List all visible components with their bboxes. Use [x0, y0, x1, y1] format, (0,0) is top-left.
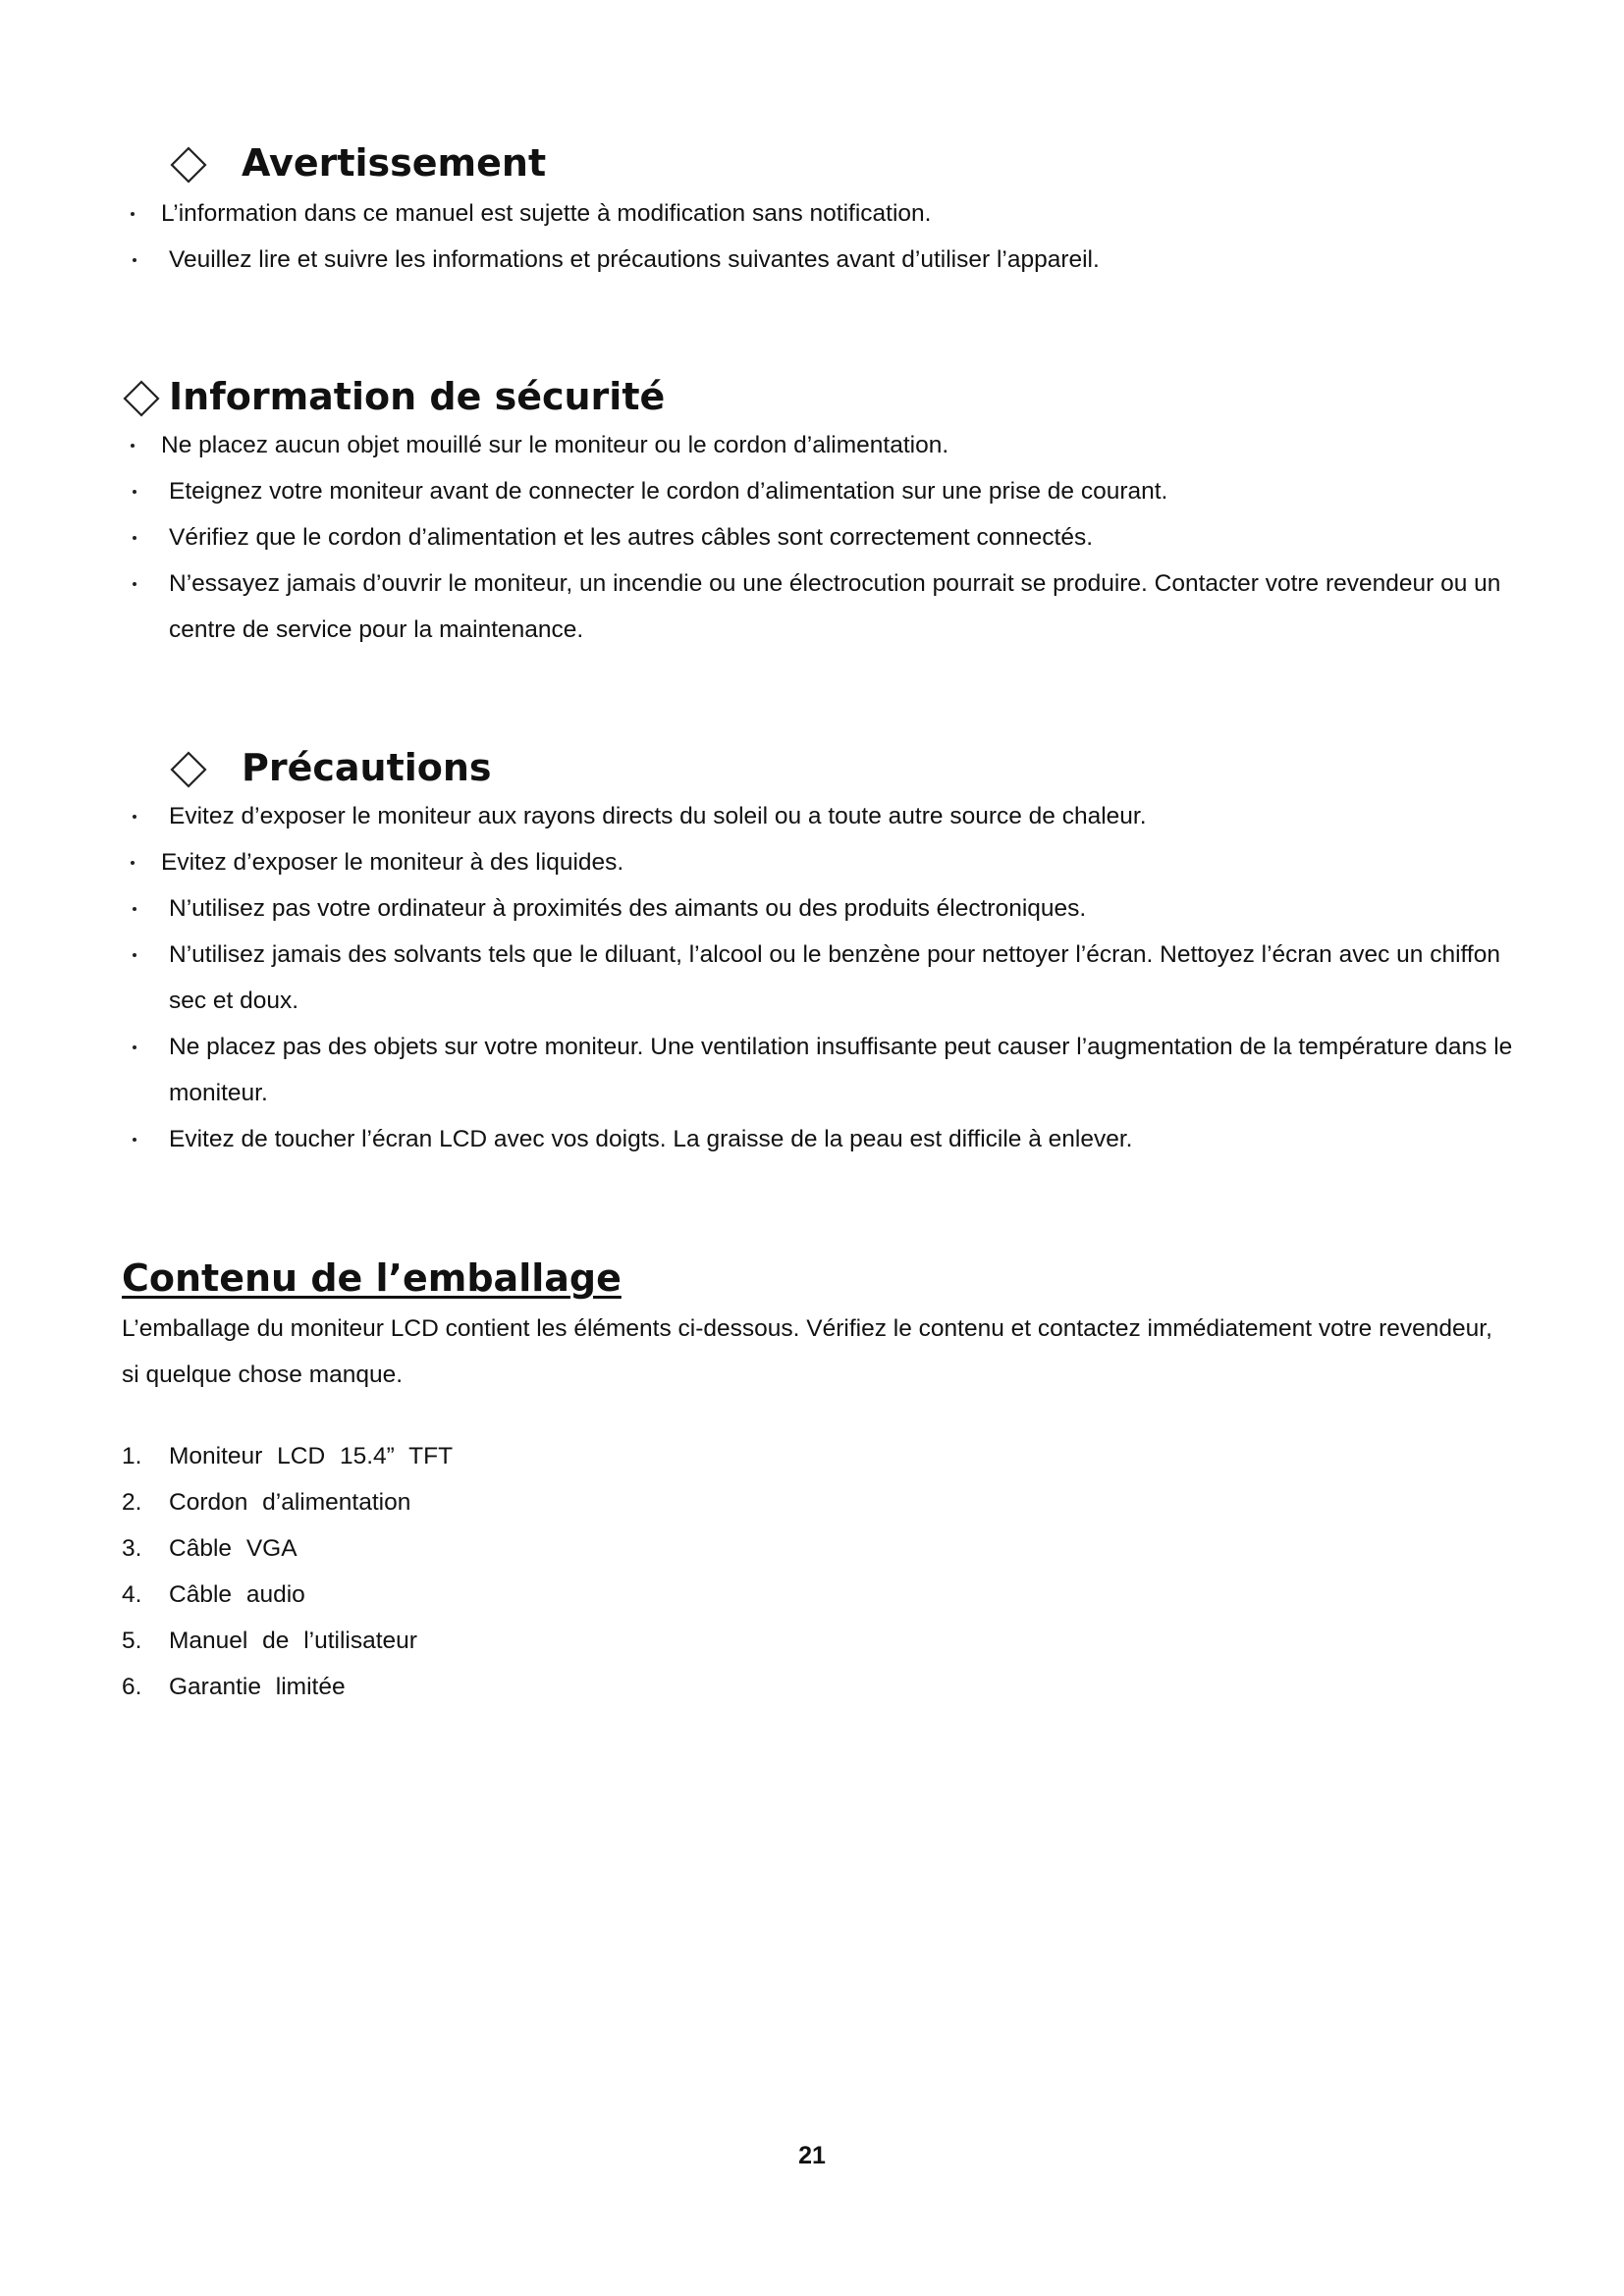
bullet-icon [133, 1138, 136, 1142]
list-item: 2. Cordon d’alimentation [122, 1489, 411, 1516]
precautions-list [120, 793, 1534, 1162]
list-item: Evitez d’exposer le moniteur à des liquides. [120, 839, 1534, 885]
list-item: Vérifiez que le cordon d’alimentation et les autres câbles sont correctement connectés. [120, 514, 1534, 561]
list-item: Evitez d’exposer le moniteur aux rayons directs du soleil ou a toute autre source de chaleur. [120, 793, 1534, 839]
section-title-precautions: Précautions [242, 746, 492, 789]
bullet-icon [133, 815, 136, 819]
contenu-intro: L’emballage du moniteur LCD contient les éléments ci-dessous. Vérifiez le contenu et contactez immédiatement votre revendeur, si quelque chose manque. [122, 1315, 1492, 1388]
bullet-icon [133, 490, 136, 494]
list-item: Ne placez pas des objets sur votre moniteur. Une ventilation insuffisante peut causer l’augmentation de la température dans le moniteur. [120, 1024, 1534, 1116]
list-item: Veuillez lire et suivre les informations et précautions suivantes avant d’utiliser l’appareil. [120, 237, 1534, 283]
list-item: 4. Câble audio [122, 1581, 305, 1608]
section-title-avertissement: Avertissement [242, 141, 547, 185]
securite-list [120, 422, 1534, 653]
bullet-icon [133, 907, 136, 911]
diamond-icon [169, 750, 208, 789]
avertissement-list [120, 190, 1534, 283]
list-item: N’utilisez jamais des solvants tels que le diluant, l’alcool ou le benzène pour nettoyer l’écran. Nettoyez l’écran avec un chiffon sec et doux. [120, 932, 1534, 1024]
bullet-icon [133, 258, 136, 262]
bullet-icon [133, 536, 136, 540]
section-title-securite: Information de sécurité [169, 375, 666, 418]
package-contents-list [122, 1433, 453, 1710]
bullet-icon [131, 861, 135, 865]
bullet-icon [131, 444, 135, 448]
list-item: 6. Garantie limitée [122, 1674, 346, 1700]
bullet-icon [133, 1045, 136, 1049]
list-item: N’utilisez pas votre ordinateur à proximités des aimants ou des produits électroniques. [120, 885, 1534, 932]
list-item: 5. Manuel de l’utilisateur [122, 1628, 417, 1654]
diamond-icon [122, 379, 161, 418]
list-item: L’information dans ce manuel est sujette à modification sans notification. [120, 190, 1534, 237]
bullet-icon [131, 212, 135, 216]
list-item: Evitez de toucher l’écran LCD avec vos doigts. La graisse de la peau est difficile à enlever. [120, 1116, 1534, 1162]
diamond-icon [169, 145, 208, 185]
list-item: 1. Moniteur LCD 15.4” TFT [122, 1443, 454, 1469]
list-item: Eteignez votre moniteur avant de connecter le cordon d’alimentation sur une prise de courant. [120, 468, 1534, 514]
page-number: 21 [798, 2142, 826, 2169]
bullet-icon [133, 582, 136, 586]
list-item: 3. Câble VGA [122, 1535, 298, 1562]
bullet-icon [133, 953, 136, 957]
list-item: N’essayez jamais d’ouvrir le moniteur, un incendie ou une électrocution pourrait se produire. Contacter votre revendeur ou un centre de service pour la maintenance. [120, 561, 1534, 653]
list-item: Ne placez aucun objet mouillé sur le moniteur ou le cordon d’alimentation. [120, 422, 1534, 468]
section-title-contenu: Contenu de l’emballage [122, 1256, 622, 1300]
